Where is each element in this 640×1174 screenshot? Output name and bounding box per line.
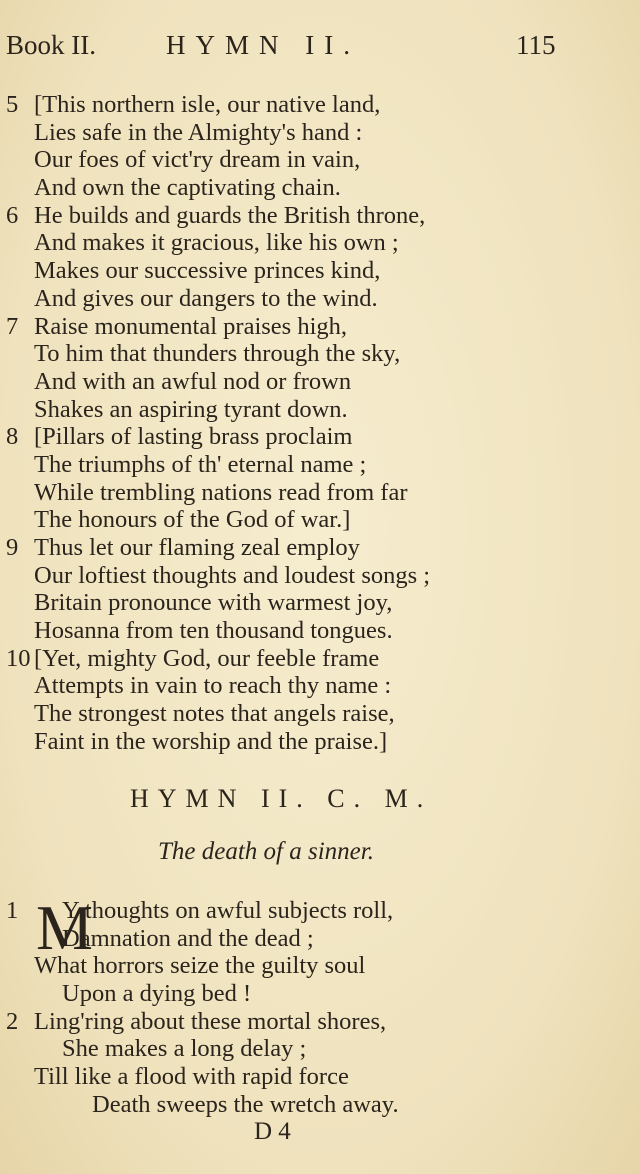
verse-line xyxy=(6,313,606,341)
verse-text: And with an awful nod or frown xyxy=(34,367,352,395)
verse-text: The triumphs of th' eternal name ; xyxy=(34,450,367,478)
verse-line xyxy=(6,645,606,673)
signature-mark: D 4 xyxy=(254,1118,291,1145)
verse-text: Y thoughts on awful subjects roll, xyxy=(62,897,394,924)
hymn2-verses xyxy=(6,892,606,1119)
page-number: 115 xyxy=(516,30,556,60)
verse-line xyxy=(6,423,606,451)
running-title: HYMN II. xyxy=(166,30,360,60)
stanza-number: 1 xyxy=(6,897,19,924)
stanza-number: 6 xyxy=(6,201,19,229)
verse-line xyxy=(6,119,606,147)
verse-text: Till like a flood with rapid force xyxy=(34,1063,349,1091)
verse-line xyxy=(6,617,606,645)
verse-text: Our loftiest thoughts and loudest songs ; xyxy=(34,561,431,589)
verse-line xyxy=(6,925,606,953)
verse-line xyxy=(6,174,606,202)
hymn-subtitle: The death of a sinner. xyxy=(158,838,374,865)
verse-line xyxy=(6,479,606,507)
book-label: Book II. xyxy=(6,30,96,60)
verse-text: He builds and guards the British throne, xyxy=(34,201,426,229)
verse-line xyxy=(6,202,606,230)
verse-line xyxy=(6,91,606,119)
verse-line xyxy=(6,1035,606,1063)
verse-line xyxy=(6,534,606,562)
verse-text: Upon a dying bed ! xyxy=(62,980,252,1008)
verse-text: Hosanna from ten thousand tongues. xyxy=(34,617,393,645)
verse-text: Lies safe in the Almighty's hand : xyxy=(34,118,363,146)
stanza-number: 7 xyxy=(6,312,19,340)
drop-cap: M xyxy=(36,892,93,963)
verse-text: Raise monumental praises high, xyxy=(34,312,347,340)
verse-line xyxy=(6,340,606,368)
verse-text: What horrors seize the guilty soul xyxy=(34,952,366,980)
verse-line xyxy=(6,952,606,980)
verse-line xyxy=(6,728,606,756)
verse-text: [Pillars of lasting brass proclaim xyxy=(34,423,353,451)
verse-line xyxy=(6,396,606,424)
verse-line xyxy=(6,451,606,479)
verse-text: Makes our successive princes kind, xyxy=(34,257,381,285)
verse-line xyxy=(6,368,606,396)
verse-text: Attempts in vain to reach thy name : xyxy=(34,672,392,700)
stanza-number: 8 xyxy=(6,423,19,451)
verse-text: And own the captivating chain. xyxy=(34,174,341,202)
verse-line xyxy=(6,562,606,590)
verse-text: Death sweeps the wretch away. xyxy=(92,1090,399,1118)
verse-line xyxy=(6,672,606,700)
verse-text: [This northern isle, our native land, xyxy=(34,91,381,118)
verse-line xyxy=(6,1063,606,1091)
verse-text: The honours of the God of war.] xyxy=(34,506,351,534)
verse-line xyxy=(6,285,606,313)
verse-text: Faint in the worship and the praise.] xyxy=(34,727,388,755)
verse-text: Shakes an aspiring tyrant down. xyxy=(34,395,348,423)
verse-line xyxy=(6,146,606,174)
verse-text: Our foes of vict'ry dream in vain, xyxy=(34,146,361,174)
hymn-verses xyxy=(6,91,606,756)
verse-line xyxy=(6,229,606,257)
verse-text: Ling'ring about these mortal shores, xyxy=(34,1007,387,1035)
verse-text: The strongest notes that angels raise, xyxy=(34,700,395,728)
stanza-number: 2 xyxy=(6,1007,19,1035)
verse-line xyxy=(6,506,606,534)
verse-text: While trembling nations read from far xyxy=(34,478,408,506)
stanza-number: 5 xyxy=(6,91,19,118)
verse-text: Britain pronounce with warmest joy, xyxy=(34,589,393,617)
verse-text: Damnation and the dead ; xyxy=(62,924,314,952)
verse-line xyxy=(6,589,606,617)
verse-line xyxy=(6,700,606,728)
verse-line xyxy=(6,1091,606,1119)
verse-text: And gives our dangers to the wind. xyxy=(34,284,378,312)
verse-text: And makes it gracious, like his own ; xyxy=(34,229,399,257)
running-head xyxy=(6,30,566,70)
verse-line xyxy=(6,897,606,925)
verse-line xyxy=(6,257,606,285)
verse-line xyxy=(6,980,606,1008)
verse-text: To him that thunders through the sky, xyxy=(34,340,401,368)
verse-text: [Yet, mighty God, our feeble frame xyxy=(34,644,380,672)
verse-text: She makes a long delay ; xyxy=(62,1035,307,1063)
verse-line xyxy=(6,1008,606,1036)
verse-text: Thus let our flaming zeal employ xyxy=(34,534,360,561)
stanza-number: 9 xyxy=(6,534,19,561)
hymn-title: HYMN II. C. M. xyxy=(130,784,433,813)
stanza-number: 10 xyxy=(6,644,31,672)
